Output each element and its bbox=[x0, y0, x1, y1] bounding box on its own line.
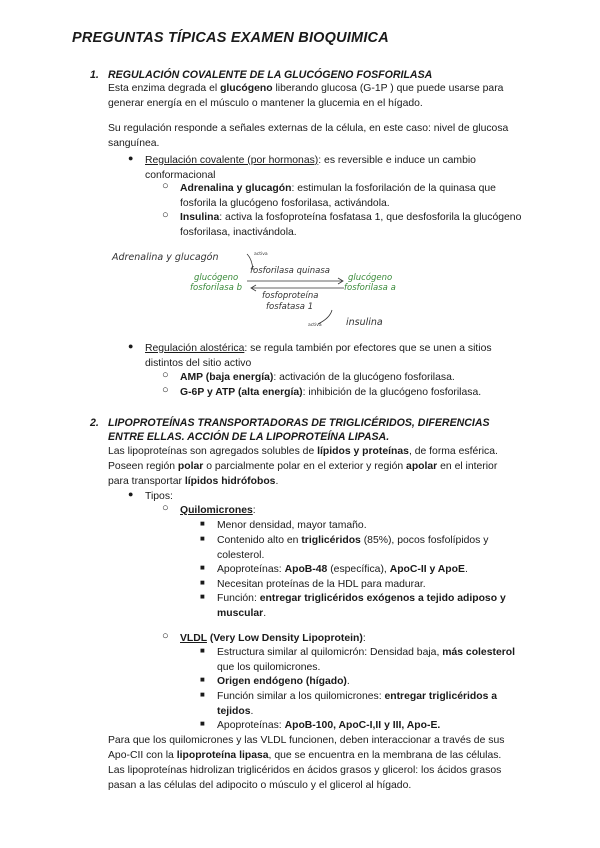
bold-text: ApoB-48 bbox=[284, 564, 328, 575]
text: , de forma esférica. Poseen región bbox=[108, 446, 498, 472]
bold-text: (Very Low Density Lipoprotein) bbox=[206, 633, 363, 644]
section-number: 1. bbox=[90, 69, 99, 81]
bullet-square-icon: ■ bbox=[200, 519, 205, 528]
text: Función similar a los quilomicrones: bbox=[217, 691, 385, 702]
bullet-square-icon: ■ bbox=[200, 592, 205, 601]
bold-text: Insulina bbox=[180, 212, 220, 223]
text: Esta enzima degrada el bbox=[108, 83, 221, 94]
text: (85%), pocos fosfolípidos y colesterol. bbox=[217, 535, 489, 561]
bold-text: Origen endógeno (hígado) bbox=[217, 676, 347, 687]
bullet-square-icon: ■ bbox=[200, 578, 205, 587]
text: Menor densidad, mayor tamaño. bbox=[217, 520, 367, 531]
text: . bbox=[263, 608, 267, 619]
diagram-enzyme-top: fosforilasa quinasa bbox=[250, 266, 330, 276]
paragraph bbox=[108, 444, 518, 489]
diagram-bottom-small: activa bbox=[308, 323, 322, 328]
bold-text: G-6P y ATP (alta energía) bbox=[180, 387, 303, 398]
bullet-square-icon: ■ bbox=[200, 690, 205, 699]
text: que los quilomicrones. bbox=[217, 662, 321, 673]
paragraph bbox=[108, 733, 518, 793]
bullet-square-icon: ■ bbox=[200, 534, 205, 543]
bullet-circle-icon: ○ bbox=[162, 180, 169, 192]
bold-underlined-text: VLDL bbox=[180, 633, 207, 644]
bullet-circle-icon: ○ bbox=[162, 630, 169, 642]
text: . bbox=[275, 476, 279, 487]
diagram-top-label: Adrenalina y glucagón bbox=[112, 252, 219, 263]
bold-text: lípidos hidrófobos bbox=[184, 476, 276, 487]
text: Apoproteínas: bbox=[217, 564, 285, 575]
bold-text: lipoproteína lipasa bbox=[176, 750, 269, 761]
text: : inhibición de la glucógeno fosforilasa. bbox=[302, 387, 482, 398]
bold-text: glucógeno bbox=[220, 83, 273, 94]
bold-text: lípidos y proteínas bbox=[317, 446, 409, 457]
diagram-top-small: activa bbox=[254, 252, 268, 257]
bold-text: ApoB-100, ApoC-I,II y III, Apo-E. bbox=[284, 720, 441, 731]
bullet-square-icon: ■ bbox=[200, 563, 205, 572]
text: Las lipoproteínas son agregados solubles de bbox=[108, 446, 318, 457]
text: , que se encuentra en la membrana de las células. Las lipoproteínas hidrolizan triglicéridos en ácidos grasos y glicerol: los ácidos grasos pasan a las células del adipocito o músculo y el glicerol al hígado. bbox=[108, 750, 502, 791]
page-title: PREGUNTAS TÍPICAS EXAMEN BIOQUIMICA bbox=[72, 30, 389, 46]
bullet-circle-icon: ○ bbox=[162, 209, 169, 221]
handwritten-diagram bbox=[110, 248, 410, 334]
bullet-square-icon: ■ bbox=[200, 675, 205, 684]
text: : activación de la glucógeno fosforilasa. bbox=[273, 372, 455, 383]
text: : estimulan la fosforilación de la quinasa que fosforila la glucógeno fosforilasa, activándola. bbox=[180, 183, 496, 209]
section-title: REGULACIÓN COVALENTE DE LA GLUCÓGENO FOSFORILASA bbox=[108, 69, 433, 81]
text: Estructura similar al quilomicrón: Densidad baja, bbox=[217, 647, 443, 658]
text: : es reversible e induce un cambio conformacional bbox=[145, 155, 476, 181]
paragraph: Su regulación responde a señales externas de la célula, en este caso: nivel de glucosa sanguínea. bbox=[108, 123, 509, 149]
bullet-circle-icon: ○ bbox=[162, 369, 169, 381]
section-number: 2. bbox=[90, 417, 99, 429]
text: Necesitan proteínas de la HDL para madurar. bbox=[217, 579, 426, 590]
bold-underlined-text: Quilomicrones bbox=[180, 505, 253, 516]
bold-text: triglicéridos bbox=[301, 535, 361, 546]
bullet-dot-icon: ● bbox=[128, 153, 134, 163]
bold-text: AMP (baja energía) bbox=[180, 372, 274, 383]
diagram-left-1: glucógeno bbox=[194, 273, 239, 283]
paragraph bbox=[108, 81, 518, 111]
text: : activa la fosfoproteína fosfatasa 1, que desfosforila la glucógeno fosforilasa, inactivándola. bbox=[180, 212, 522, 238]
text: o parcialmente polar en el exterior y región bbox=[203, 461, 407, 472]
text: . bbox=[346, 676, 350, 687]
bold-text: ApoC-II y ApoE bbox=[389, 564, 465, 575]
bullet-circle-icon: ○ bbox=[162, 502, 169, 514]
bold-text: polar bbox=[177, 461, 204, 472]
text: . bbox=[464, 564, 468, 575]
text: Función: bbox=[217, 593, 260, 604]
text: : bbox=[252, 505, 256, 516]
diagram-left-2: fosforilasa b bbox=[190, 283, 242, 293]
diagram-bottom-curve bbox=[318, 310, 332, 324]
underlined-text: Regulación covalente (por hormonas) bbox=[145, 155, 319, 166]
text: en el interior para transportar bbox=[108, 461, 498, 487]
diagram-right-2: fosforilasa a bbox=[344, 283, 396, 293]
bold-text: apolar bbox=[406, 461, 438, 472]
text: liberando glucosa (G-1P ) que puede usarse para generar energía en el músculo o mantener la glucemia en el hígado. bbox=[108, 83, 504, 109]
text: . bbox=[250, 706, 254, 717]
diagram-enzyme-bottom-1: fosfoproteína bbox=[262, 291, 319, 301]
bullet-square-icon: ■ bbox=[200, 719, 205, 728]
diagram-bottom-label: insulina bbox=[346, 317, 383, 328]
diagram-enzyme-bottom-2: fosfatasa 1 bbox=[266, 302, 314, 312]
bold-text: entregar triglicéridos exógenos a tejido adiposo y muscular bbox=[217, 593, 506, 619]
text: Para que los quilomicrones y las VLDL funcionen, deben interaccionar a través de sus Apo-CII con la bbox=[108, 735, 505, 761]
text: Apoproteínas: bbox=[217, 720, 285, 731]
bullet-square-icon: ■ bbox=[200, 646, 205, 655]
underlined-text: Regulación alostérica bbox=[145, 343, 245, 354]
bold-text: entregar triglicéridos a tejidos bbox=[217, 691, 498, 717]
text: : se regula también por efectores que se unen a sitios distintos del sitio activo bbox=[145, 343, 492, 369]
text: Contenido alto en bbox=[217, 535, 302, 546]
text: (específica), bbox=[327, 564, 390, 575]
bullet-dot-icon: ● bbox=[128, 341, 134, 351]
text: Tipos: bbox=[145, 491, 173, 502]
diagram-right-1: glucógeno bbox=[348, 273, 393, 283]
text: : bbox=[362, 633, 366, 644]
bullet-dot-icon: ● bbox=[128, 489, 134, 499]
bold-text: más colesterol bbox=[442, 647, 516, 658]
bold-text: Adrenalina y glucagón bbox=[180, 183, 292, 194]
section-title: LIPOPROTEÍNAS TRANSPORTADORAS DE TRIGLICÉRIDOS, DIFERENCIAS ENTRE ELLAS. ACCIÓN DE LA LIPOPROTEÍNA LIPASA. bbox=[108, 417, 490, 443]
bullet-circle-icon: ○ bbox=[162, 384, 169, 396]
